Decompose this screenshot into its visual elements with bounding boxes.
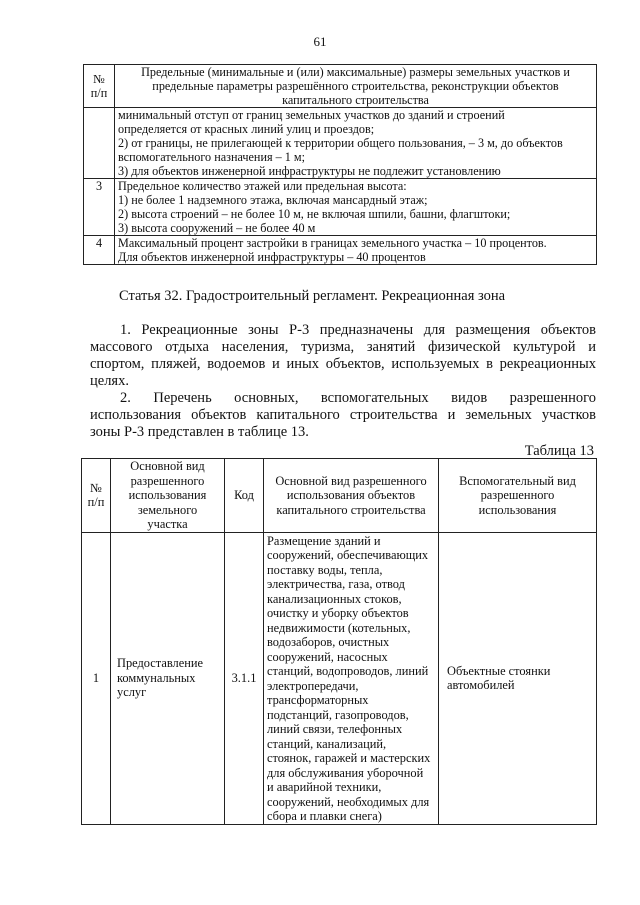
header-num-line: п/п [90, 86, 108, 100]
row-content [115, 179, 597, 236]
paragraph-line: 2. Перечень основных, вспомогательных видов разрешенного [120, 390, 596, 406]
cell-line: очистку и уборку объектов [267, 606, 409, 620]
row-content [115, 236, 597, 265]
cell-line: стоянок, гаражей и мастерских [267, 751, 431, 765]
table-row [84, 179, 597, 236]
table-row [82, 532, 597, 824]
header-line: участка [147, 517, 188, 531]
column-header-auxiliary-use [439, 459, 597, 533]
header-line: п/п [87, 495, 105, 510]
paragraph-2 [90, 390, 596, 441]
row-line: 2) высота строений – не более 10 м, не включая шпили, башни, флагштоки; [118, 207, 511, 221]
permitted-use-table [81, 458, 597, 825]
paragraph-line: зоны Р-3 представлен в таблице 13. [90, 424, 309, 440]
row-line: 3) для объектов инженерной инфраструктуры не подлежит установлению [118, 164, 501, 178]
cell-line: Предоставление [117, 656, 203, 671]
table-row [84, 236, 597, 265]
cell-line: станций, водопроводов, линий [267, 664, 429, 678]
cell-line: канализационных стоков, [267, 591, 402, 606]
row-line: Для объектов инженерной инфраструктуры – 40 процентов [118, 250, 426, 264]
header-line: разрешенного [480, 488, 555, 502]
column-header-land-use [111, 459, 225, 533]
paragraph-line: массового отдыха населения, туризма, занятий физической культурой и [90, 339, 596, 355]
cell-line: Объектные стоянки [447, 663, 551, 678]
row-number: 4 [84, 236, 115, 265]
header-num-line: № [93, 72, 105, 86]
cell-line: сбора и плавки снега) [267, 809, 382, 823]
header-line: № [90, 480, 102, 495]
cell-line: коммунальных [117, 670, 196, 685]
paragraph-line: 1. Рекреационные зоны Р-3 предназначены для размещения объектов [120, 322, 596, 338]
row-line: 1) не более 1 надземного этажа, включая мансардный этаж; [118, 193, 428, 207]
header-line: использования объектов [286, 488, 416, 502]
column-header-number [84, 65, 115, 108]
page-number: 61 [313, 34, 327, 49]
column-header-building-use [264, 459, 439, 533]
row-line: вспомогательного назначения – 1 м; [118, 150, 306, 164]
cell-line: недвижимости (котельных, [267, 620, 411, 635]
row-line: Максимальный процент застройки в границах земельного участка – 10 процентов. [118, 236, 547, 250]
cell-line: линий связи, телефонных [267, 722, 403, 736]
cell-line: Размещение зданий и [267, 533, 381, 548]
header-line: использования [128, 488, 207, 502]
cell-building-use [264, 532, 439, 824]
paragraph-line: использования объектов капитального строительства и земельных участков [90, 407, 596, 423]
cell-line: поставку воды, тепла, [267, 562, 383, 577]
cell-line: сооружений, насосных [267, 649, 388, 664]
cell-line: и аварийной техники, [267, 780, 382, 794]
cell-line: сооружений, необходимых для [267, 794, 430, 809]
header-title-line: предельные параметры разрешённого строительства, реконструкции объектов [152, 79, 559, 93]
table-caption: Таблица 13 [524, 443, 594, 459]
row-line: минимальный отступ от границ земельных участков до зданий и строений [118, 108, 505, 122]
table-row [84, 108, 597, 179]
paragraph-1 [90, 322, 596, 390]
cell-code: 3.1.1 [225, 532, 264, 824]
header-line: использования [478, 502, 557, 517]
cell-line: электричества, газа, отвод [267, 577, 405, 591]
header-line: Основной вид [130, 459, 205, 473]
cell-line: электропередачи, [267, 678, 359, 693]
cell-line: сооружений, обеспечивающих [267, 548, 429, 562]
row-number [84, 108, 115, 179]
header-title-line: капитального строительства [282, 93, 429, 107]
header-line: разрешенного [130, 473, 205, 488]
cell-line: для обслуживания уборочной [267, 765, 424, 780]
header-title-line: Предельные (минимальные и (или) максимальные) размеры земельных участков и [141, 65, 570, 79]
header-line: земельного [137, 502, 198, 517]
article-heading: Статья 32. Градостроительный регламент. Рекреационная зона [119, 288, 506, 304]
cell-line: автомобилей [447, 678, 515, 692]
zoning-parameters-table [83, 64, 597, 265]
column-header-parameters [115, 65, 597, 108]
paragraph-line: спортом, пляжей, водоемов и иных объектов, используемых в рекреационных [90, 356, 596, 372]
row-line: Предельное количество этажей или предельная высота: [118, 179, 407, 193]
column-header-number [82, 459, 111, 533]
cell-line: трансформаторных [267, 693, 369, 707]
row-line: 2) от границы, не прилегающей к территории общего пользования, – 3 м, до объектов [118, 136, 563, 150]
row-number: 3 [84, 179, 115, 236]
cell-line: станций, канализаций, [267, 736, 387, 751]
cell-line: подстанций, газопроводов, [267, 707, 409, 722]
row-line: определяется от красных линий улиц и проездов; [118, 122, 375, 136]
paragraph-line: целях. [90, 373, 129, 389]
column-header-code: Код [225, 459, 264, 533]
cell-line: водозаборов, очистных [267, 635, 390, 649]
row-line: 3) высота сооружений – не более 40 м [118, 221, 316, 235]
header-line: капитального строительства [276, 502, 426, 517]
row-number: 1 [82, 532, 111, 824]
table-header-row [82, 459, 597, 533]
table-header-row [84, 65, 597, 108]
header-line: Основной вид разрешенного [275, 473, 427, 488]
header-line: Вспомогательный вид [459, 473, 576, 488]
cell-line: услуг [117, 685, 147, 700]
cell-land-use [111, 532, 225, 824]
row-content [115, 108, 597, 179]
cell-auxiliary-use [439, 532, 597, 824]
